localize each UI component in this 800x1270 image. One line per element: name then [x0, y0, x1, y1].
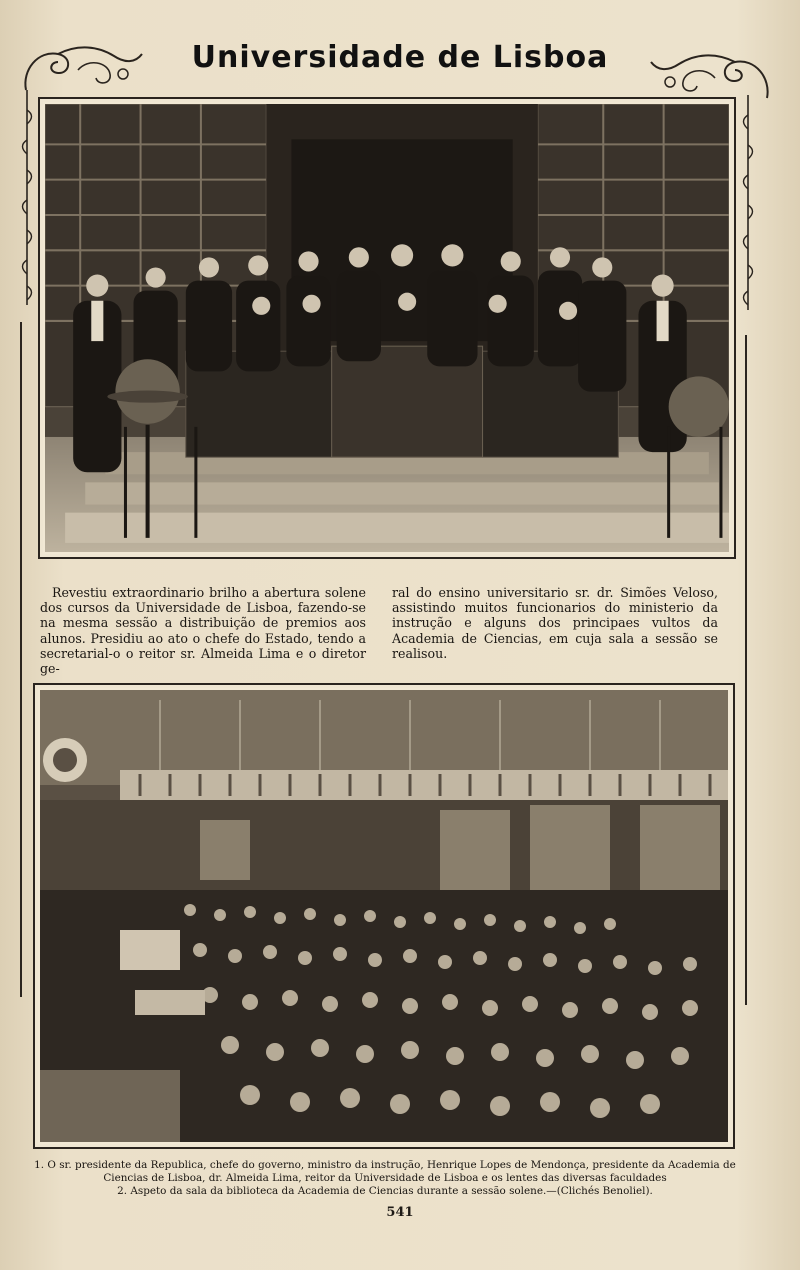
caption-1: 1. O sr. presidente da Republica, chefe do governo, ministro da instrução, Henrique Lopes de Mendonça, presidente da Academia de Ciencias de Lisboa, dr. Almeida Lima, reitor da Universidade de Lisboa e os lentes das diversas faculdades	[34, 1159, 736, 1184]
photo-frame-dignitaries	[38, 97, 736, 559]
article-column-right: ral do ensino universitario sr. dr. Simões Veloso, assistindo muitos funcionarios do ministerio da instrução e alguns dos principaes vultos da Academia de Ciencias, em cuja sala a sessão se realisou.	[392, 585, 718, 661]
article-column-left: Revestiu extraordinario brilho a abertura solene dos cursos da Universidade de Lisboa, fazendo-se na mesma sessão a distribuição de premios aos alunos. Presidiu ao ato o chefe do Estado, tendo a secretarial-o o reitor sr. Almeida Lima e o diretor ge-	[40, 585, 366, 677]
right-border-rule	[745, 335, 747, 1005]
page-title: Universidade de Lisboa	[191, 40, 609, 75]
page-number: 541	[386, 1205, 414, 1220]
caption-2: 2. Aspeto da sala da biblioteca da Academia de Ciencias durante a sessão solene.—(Clichés Benoliel).	[117, 1185, 653, 1197]
photo-dignitaries	[45, 104, 729, 552]
vine-ornament-icon	[737, 95, 759, 310]
photo-frame-library-hall	[33, 683, 735, 1149]
photo-captions	[24, 1159, 746, 1198]
photo-library-hall	[40, 690, 728, 1142]
vine-ornament-icon	[16, 90, 38, 305]
left-border-rule	[20, 322, 22, 997]
